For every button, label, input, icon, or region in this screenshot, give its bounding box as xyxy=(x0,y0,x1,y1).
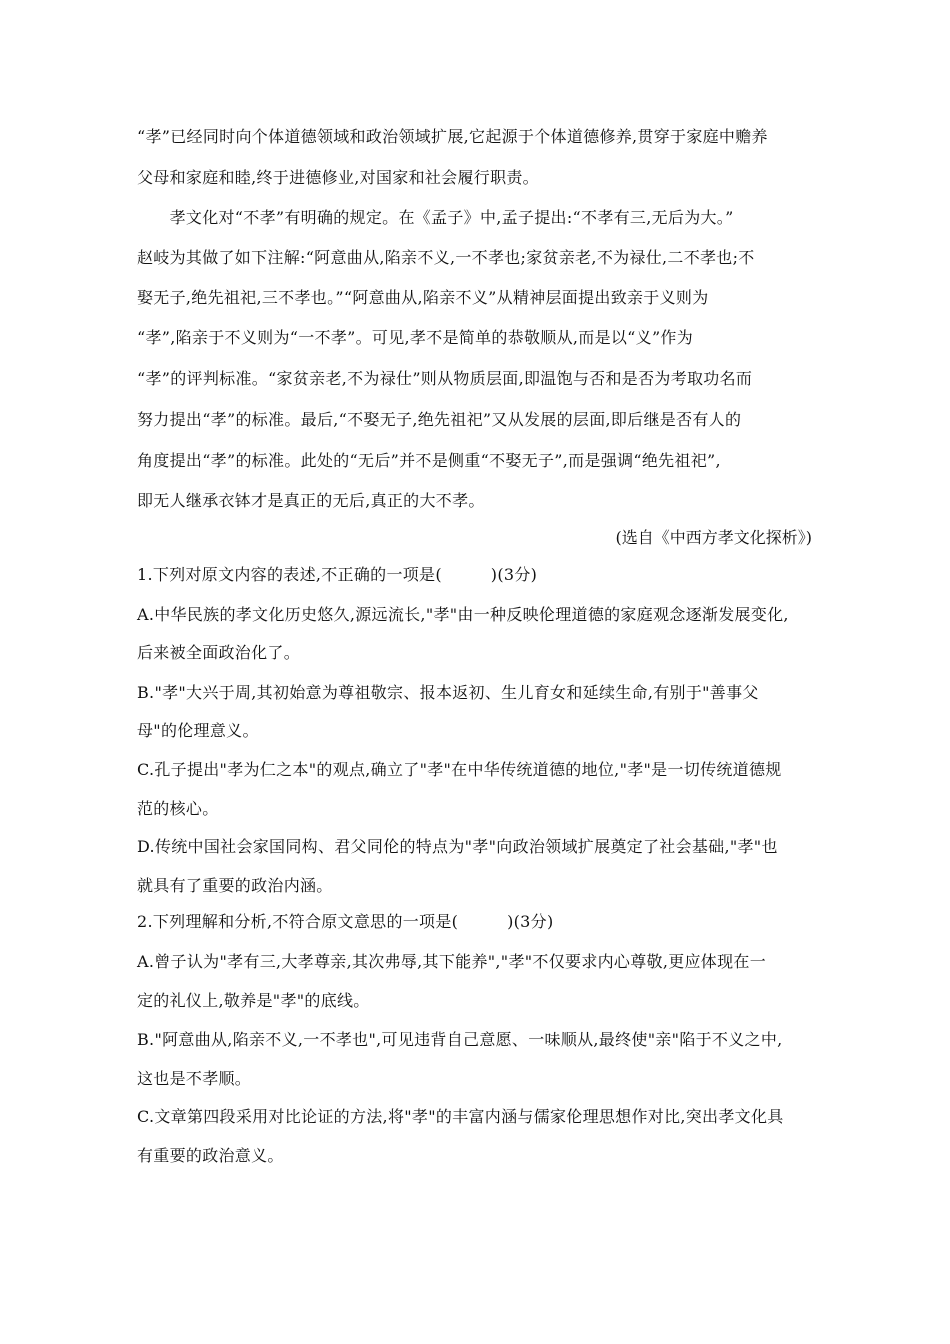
passage-line: “孝”已经同时向个体道德领域和政治领域扩展,它起源于个体道德修养,贯穿于家庭中赡养 xyxy=(137,127,768,146)
passage-line: 努力提出“孝”的标准。最后,“不娶无子,绝先祖祀”又从发展的层面,即后继是否有人的 xyxy=(137,410,742,429)
question-2-stem: 2.下列理解和分析,不符合原文意思的一项是( )(3分) xyxy=(137,912,554,931)
passage-line: 赵岐为其做了如下注解:“阿意曲从,陷亲不义,一不孝也;家贫亲老,不为禄仕,二不孝也;不 xyxy=(137,248,755,267)
question-1-option-c: C.孔子提出"孝为仁之本"的观点,确立了"孝"在中华传统道德的地位,"孝"是一切传统道德规 xyxy=(137,760,782,779)
question-1-option-d: D.传统中国社会家国同构、君父同伦的特点为"孝"向政治领域扩展奠定了社会基础,"孝"也 xyxy=(137,837,778,856)
question-2-option-b: B."阿意曲从,陷亲不义,一不孝也",可见违背自己意愿、一味顺从,最终使"亲"陷于不义之中, xyxy=(137,1030,783,1049)
passage-line: 角度提出“孝”的标准。此处的“无后”并不是侧重“不娶无子”,而是强调“绝先祖祀”, xyxy=(137,451,721,470)
passage-line: 孝文化对“不孝”有明确的规定。在《孟子》中,孟子提出:“不孝有三,无后为大。” xyxy=(137,208,734,227)
question-1-option-a: A.中华民族的孝文化历史悠久,源远流长,"孝"由一种反映伦理道德的家庭观念逐渐发展变化, xyxy=(137,605,789,624)
passage-line: 即无人继承衣钵才是真正的无后,真正的大不孝。 xyxy=(137,491,485,510)
question-1-option-c-cont: 范的核心。 xyxy=(137,799,219,818)
question-2-option-c: C.文章第四段采用对比论证的方法,将"孝"的丰富内涵与儒家伦理思想作对比,突出孝文化具 xyxy=(137,1107,784,1126)
question-2-option-a-cont: 定的礼仪上,敬养是"孝"的底线。 xyxy=(137,991,370,1010)
passage-line: “孝”的评判标准。“家贫亲老,不为禄仕”则从物质层面,即温饱与否和是否为考取功名而 xyxy=(137,369,753,388)
question-1-option-d-cont: 就具有了重要的政治内涵。 xyxy=(137,876,333,895)
question-1-option-a-cont: 后来被全面政治化了。 xyxy=(137,643,301,662)
question-2-option-b-cont: 这也是不孝顺。 xyxy=(137,1069,252,1088)
passage-line: “孝”,陷亲于不义则为“一不孝”。可见,孝不是简单的恭敬顺从,而是以“义”作为 xyxy=(137,328,694,347)
question-1-option-b-cont: 母"的伦理意义。 xyxy=(137,721,259,740)
passage-line: 娶无子,绝先祖祀,三不孝也。”“阿意曲从,陷亲不义”从精神层面提出致亲于义则为 xyxy=(137,288,709,307)
question-1-stem: 1.下列对原文内容的表述,不正确的一项是( )(3分) xyxy=(137,565,538,584)
question-1-option-b: B."孝"大兴于周,其初始意为尊祖敬宗、报本返初、生儿育女和延续生命,有别于"善事父 xyxy=(137,683,759,702)
source-citation: (选自《中西方孝文化探析》) xyxy=(615,528,812,547)
passage-line: 父母和家庭和睦,终于进德修业,对国家和社会履行职责。 xyxy=(137,168,539,187)
question-2-option-a: A.曾子认为"孝有三,大孝尊亲,其次弗辱,其下能养","孝"不仅要求内心尊敬,更应体现在一 xyxy=(137,952,767,971)
question-2-option-c-cont: 有重要的政治意义。 xyxy=(137,1146,284,1165)
